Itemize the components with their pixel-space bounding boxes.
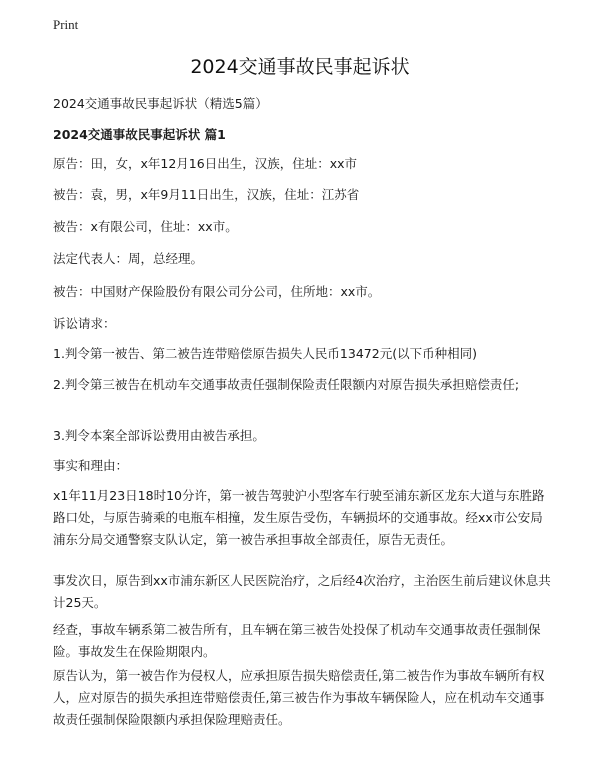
party-plaintiff: 原告：田，女，x年12月16日出生，汉族，住址：xx市 — [53, 156, 358, 171]
document-subtitle: 2024交通事故民事起诉状（精选5篇） — [53, 96, 268, 111]
facts-paragraph: 事发次日，原告到xx市浦东新区人民医院治疗，之后经4次治疗，主治医生前后建议休息共计25天。 — [53, 573, 551, 610]
party-defendant-3: 被告：中国财产保险股份有限公司分公司，住所地：xx市。 — [53, 284, 381, 299]
facts-paragraph: 原告认为，第一被告作为侵权人，应承担原告损失赔偿责任,第二被告作为事故车辆所有权人，应对原告的损失承担连带赔偿责任,第三被告作为事故车辆保险人，应在机动车交通事故责任强制保险限额内承担保险理赔责任。 — [53, 668, 545, 727]
section-heading: 2024交通事故民事起诉状 篇1 — [53, 127, 226, 142]
facts-paragraph: 经查，事故车辆系第二被告所有，且车辆在第三被告处投保了机动车交通事故责任强制保险。事故发生在保险期限内。 — [53, 622, 541, 659]
facts-heading: 事实和理由： — [53, 458, 129, 473]
print-link[interactable]: Print — [53, 17, 79, 32]
claims-heading: 诉讼请求： — [53, 316, 116, 331]
party-defendant-1: 被告：袁，男，x年9月11日出生，汉族，住址：江苏省 — [53, 187, 360, 202]
claim-item: 2.判令第三被告在机动车交通事故责任强制保险责任限额内对原告损失承担赔偿责任; — [53, 377, 520, 392]
facts-paragraph: x1年11月23日18时10分许，第一被告驾驶沪小型客车行驶至浦东新区龙东大道与东胜路路口处，与原告骑乘的电瓶车相撞，发生原告受伤，车辆损坏的交通事故。经xx市公安局浦东分局交通警察支队认定，第一被告承担事故全部责任，原告无责任。 — [53, 488, 545, 547]
party-defendant-2: 被告：x有限公司，住址：xx市。 — [53, 219, 238, 234]
claim-item: 1.判令第一被告、第二被告连带赔偿原告损失人民币13472元(以下币种相同) — [53, 346, 477, 361]
party-legal-representative: 法定代表人：周，总经理。 — [53, 251, 204, 266]
document-title: 2024交通事故民事起诉状 — [190, 56, 410, 78]
claim-item: 3.判令本案全部诉讼费用由被告承担。 — [53, 428, 265, 443]
